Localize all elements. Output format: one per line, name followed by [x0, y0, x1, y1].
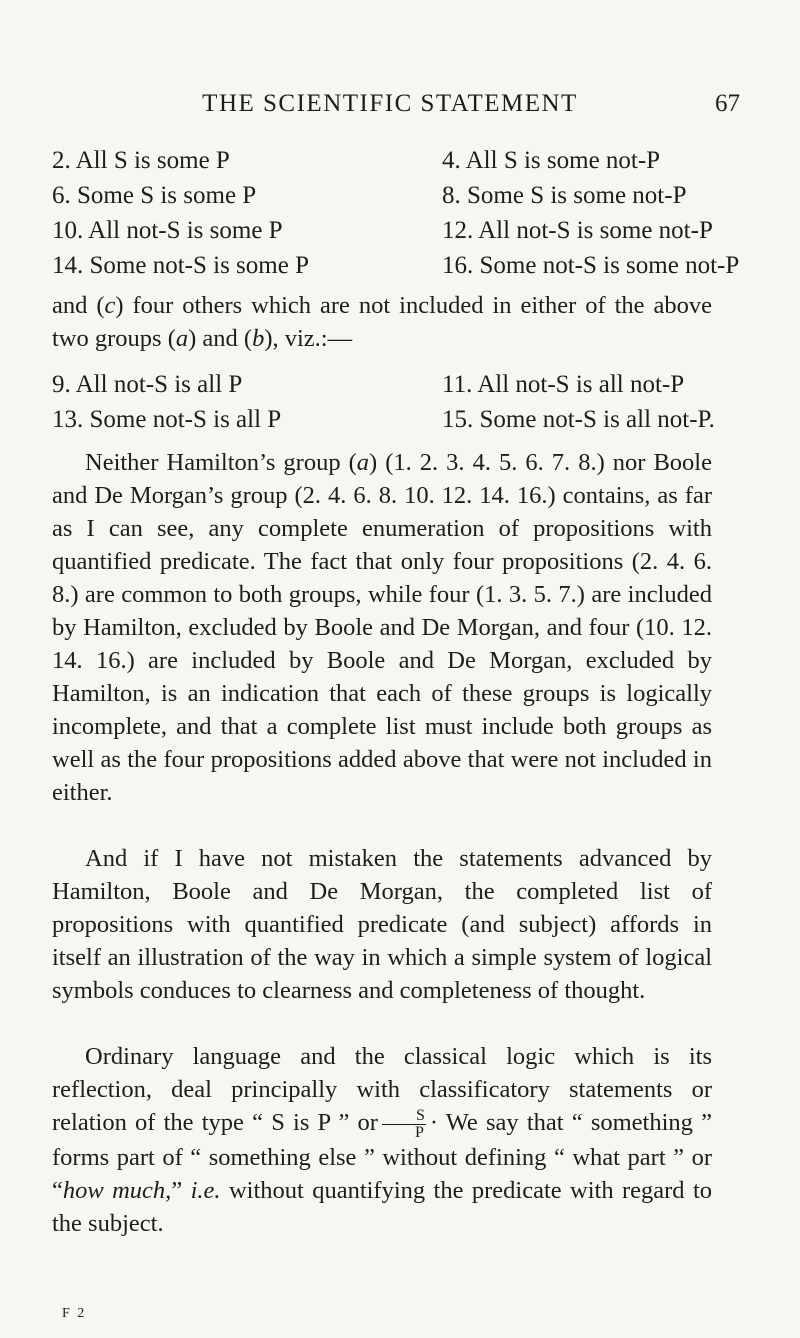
paragraph-other-four — [52, 289, 712, 355]
italic-letter: a — [175, 325, 189, 352]
italic-letter: a — [356, 449, 370, 476]
text: ) (1. 2. 3. 4. 5. 6. 7. 8.) nor Boole and De Morgan’s group (2. 4. 6. 8. 10. 12. 14. 16.) contains, as far as I can see, any complete enumeration of propositions with quantified predicate. The fact that only four propositions (2. 4. 6. 8.) are common to both groups, while four (1. 3. 5. 7.) are included by Hamilton, excluded by Boole and De Morgan, and four (10. 12. 14. 16.) are included by Boole and De Morgan, excluded by Hamilton, is an indication that each of these groups is logically incomplete, and that a complete list must include both groups as well as the four propositions added above that were not included in either. — [52, 449, 712, 806]
fraction-s-over-p — [382, 1108, 426, 1141]
proposition: 2. All S is some P — [52, 147, 230, 174]
fraction-numerator: S — [382, 1108, 426, 1125]
paragraph-ordinary-language — [52, 1040, 712, 1240]
proposition-list-2 — [52, 367, 752, 437]
proposition-row — [52, 248, 752, 283]
proposition-row — [52, 402, 752, 437]
proposition: 13. Some not-S is all P — [52, 406, 282, 433]
fraction-denominator: P — [414, 1123, 424, 1141]
proposition: 8. Some S is some not-P — [442, 182, 687, 209]
proposition: 11. All not-S is all not-P — [442, 371, 685, 398]
proposition: 16. Some not-S is some not-P — [442, 252, 740, 279]
text: ) four others which are not included in either of the above two groups ( — [52, 292, 712, 352]
proposition-row — [52, 367, 752, 402]
text: Ordinary language and the classical logic which is its reflection, deal principally with classificatory statements or relation of the type “ S is P ” or — [52, 1043, 712, 1136]
italic-letter: b — [252, 325, 265, 352]
proposition: 9. All not-S is all P — [52, 371, 243, 398]
text: ” — [171, 1176, 183, 1204]
proposition-row — [52, 213, 752, 248]
proposition: 15. Some not-S is all not-P. — [442, 406, 715, 433]
text: without quantifying the predicate with regard to the subject. — [52, 1176, 713, 1237]
proposition-row — [52, 143, 752, 178]
proposition: 6. Some S is some P — [52, 182, 257, 209]
italic-phrase: how much, — [62, 1176, 172, 1204]
running-header — [40, 90, 740, 120]
text: Neither Hamilton’s group ( — [85, 449, 357, 476]
proposition-list-1 — [52, 143, 752, 283]
text: ) and ( — [188, 325, 253, 352]
signature-mark: F 2 — [62, 1306, 87, 1321]
proposition-row — [52, 178, 752, 213]
paragraph-neither — [52, 446, 712, 809]
page-number: 67 — [715, 90, 740, 117]
proposition: 14. Some not-S is some P — [52, 252, 309, 279]
text: and ( — [52, 292, 105, 319]
proposition: 10. All not-S is some P — [52, 217, 283, 244]
text: · We say that “ something ” forms part of “ something else ” without defining “ what part ” or “ — [52, 1109, 712, 1204]
header-title: THE SCIENTIFIC STATEMENT — [202, 90, 578, 117]
italic-letter: c — [104, 292, 116, 319]
proposition: 4. All S is some not-P — [442, 147, 661, 174]
italic-phrase: i.e. — [190, 1176, 221, 1204]
text: ), viz.:— — [264, 325, 353, 352]
paragraph-completed-list: And if I have not mistaken the statements advanced by Hamilton, Boole and De Morgan, the completed list of propositions with quantified predicate (and subject) affords in itself an illustration of the way in which a simple system of logical symbols conduces to clearness and completeness of thought. — [52, 845, 712, 1004]
proposition: 12. All not-S is some not-P — [442, 217, 713, 244]
